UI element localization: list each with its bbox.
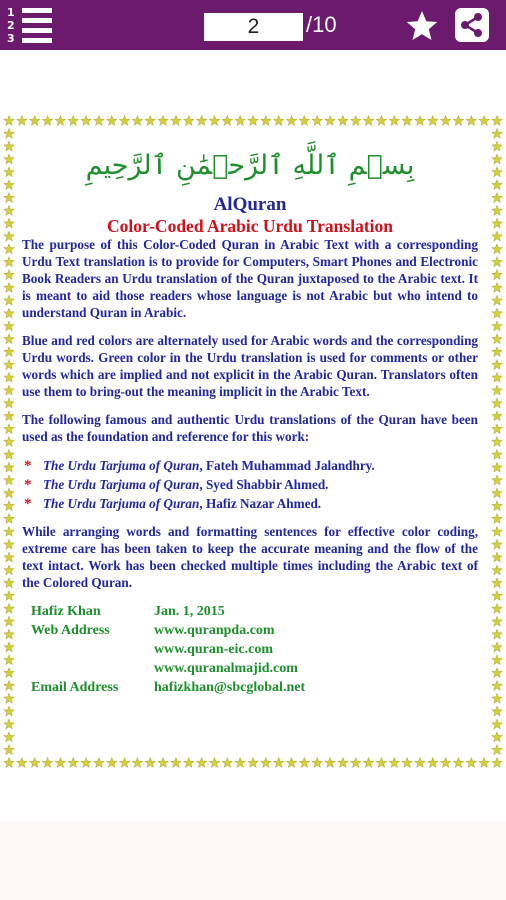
purpose-paragraph: The purpose of this Color-Coded Quran in Arabic Text with a corresponding Urdu Text translation is to provide for Computers, Smart Phones and Electronic Book Readers an Urdu translation of the Quran juxtaposed to the Arabic text. It is meant to aid those readers whose language is not Arabic but who intend to understand Quran in Arabic.	[22, 237, 478, 320]
share-icon[interactable]	[455, 8, 489, 42]
intro-content	[22, 132, 478, 697]
page-subtitle: Color-Coded Arabic Urdu Translation	[106, 216, 393, 236]
list-item	[22, 456, 478, 475]
references-intro-paragraph: The following famous and authentic Urdu translations of the Quran have been used as the foundation and reference for this work:	[22, 412, 478, 444]
svg-text:1: 1	[7, 6, 15, 19]
email-label: Email Address	[31, 680, 119, 695]
contact-block	[31, 602, 478, 697]
bullet-icon: *	[24, 496, 32, 512]
web-link[interactable]: www.quranalmajid.com	[154, 661, 298, 676]
bottom-area	[0, 822, 506, 900]
publish-date: Jan. 1, 2015	[154, 604, 225, 619]
bullet-icon: *	[24, 458, 32, 474]
bismillah-calligraphy: بِسۡمِ ٱللَّهِ ٱلرَّحۡمَٰنِ ٱلرَّحِيمِ	[85, 150, 415, 181]
closing-paragraph: While arranging words and formatting sentences for effective color coding, extreme care has been taken to keep the accurate meaning and the flow of the text intact. Work has been checked multiple times including the Arabic text of the Colored Quran.	[22, 524, 478, 590]
reference-author: , Hafiz Nazar Ahmed.	[199, 496, 322, 511]
reference-book: The Urdu Tarjuma of Quran	[43, 458, 200, 473]
reference-author: , Syed Shabbir Ahmed.	[199, 477, 329, 492]
page-total-label: /10	[306, 12, 337, 37]
intro-card	[0, 112, 506, 772]
list-item	[22, 494, 478, 513]
svg-text:2: 2	[7, 19, 15, 32]
list-item	[22, 475, 478, 494]
reference-book: The Urdu Tarjuma of Quran	[43, 496, 200, 511]
top-toolbar	[0, 0, 506, 50]
reference-book: The Urdu Tarjuma of Quran	[43, 477, 200, 492]
email-link[interactable]: hafizkhan@sbcglobal.net	[154, 680, 306, 695]
author-name: Hafiz Khan	[31, 604, 101, 619]
numbered-list-icon[interactable]	[2, 4, 58, 46]
page-number-input[interactable]	[204, 13, 303, 41]
reference-author: , Fateh Muhammad Jalandhry.	[199, 458, 375, 473]
web-link[interactable]: www.quranpda.com	[154, 623, 275, 638]
web-link[interactable]: www.quran-eic.com	[154, 642, 273, 657]
web-address-label: Web Address	[31, 623, 110, 638]
bullet-icon: *	[24, 477, 32, 493]
page-title: AlQuran	[213, 194, 287, 215]
svg-text:3: 3	[7, 32, 15, 45]
color-paragraph: Blue and red colors are alternately used for Arabic words and the corresponding Urdu words. Green color in the Urdu translation is used for comments or other words which are implied and not explicit in the Arabic Quran. Translators often use them to bring-out the meaning implicit in the Arabic Text.	[22, 333, 478, 399]
star-icon[interactable]	[404, 8, 440, 44]
references-list	[22, 456, 478, 513]
